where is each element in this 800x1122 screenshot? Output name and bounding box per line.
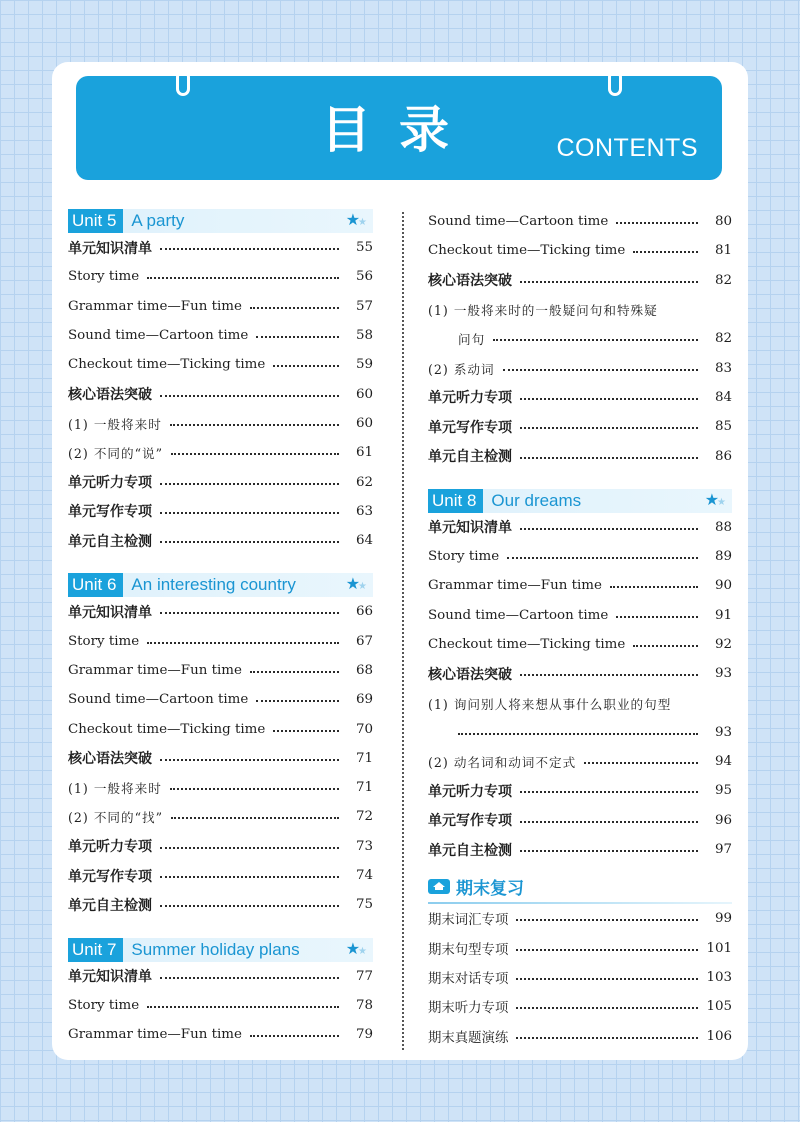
toc-entry-title: 核心语法突破 (68, 387, 152, 404)
toc-entry[interactable] (428, 571, 732, 600)
page-number: 83 (714, 360, 732, 376)
dot-leader (171, 452, 339, 455)
dot-leader (520, 280, 698, 283)
toc-entry[interactable] (68, 350, 373, 379)
dot-leader (616, 615, 698, 618)
page-number: 56 (355, 269, 373, 285)
page-number: 101 (706, 940, 732, 956)
page-number: 92 (714, 637, 732, 652)
toc-entry[interactable] (428, 236, 732, 265)
toc-entry-title: 单元听力专项 (428, 390, 512, 407)
toc-entry-title: Sound time—Cartoon time (428, 607, 609, 623)
unit-number: Unit 7 (68, 938, 123, 962)
page-number: 94 (714, 754, 732, 770)
page-subtitle: CONTENTS (556, 134, 698, 162)
toc-entry[interactable] (68, 262, 373, 291)
page-number: 60 (355, 415, 373, 431)
toc-entry[interactable] (428, 806, 732, 835)
toc-entry-title: Checkout time—Ticking time (68, 721, 266, 737)
toc-column-left (68, 207, 373, 1049)
toc-entry[interactable] (428, 963, 732, 992)
toc-entry-title: 单元写作专项 (68, 868, 152, 885)
dot-leader (160, 846, 339, 849)
section-gap (68, 920, 373, 936)
dot-leader (160, 247, 339, 250)
toc-entry-title: Story time (68, 269, 140, 285)
toc-entry-title: 核心语法突破 (68, 751, 152, 768)
page-number: 73 (355, 838, 373, 854)
toc-entry[interactable] (428, 934, 732, 963)
dot-leader (160, 611, 339, 614)
page-number: 57 (355, 298, 373, 314)
page-number: 85 (714, 419, 732, 435)
dot-leader (516, 948, 698, 951)
star-icon: ★★ (345, 210, 367, 229)
dot-leader (250, 306, 339, 309)
toc-entry-title: Grammar time—Fun time (68, 1027, 242, 1043)
toc-entry[interactable] (68, 744, 373, 773)
page-number: 105 (706, 999, 732, 1015)
toc-entry-title: Checkout time—Ticking time (428, 637, 626, 652)
toc-entry-title: Story time (68, 633, 140, 649)
toc-entry[interactable] (68, 409, 373, 438)
toc-entry-title: 期末对话专项 (428, 971, 509, 987)
dot-leader (633, 644, 698, 647)
toc-entry[interactable] (428, 659, 732, 688)
unit-title: Our dreams (491, 490, 582, 510)
toc-entry[interactable] (68, 1020, 373, 1049)
page-number: 72 (355, 809, 373, 825)
toc-entry-title: 核心语法突破 (428, 273, 512, 290)
dot-leader (516, 1036, 698, 1039)
page-number: 84 (714, 389, 732, 405)
unit-number: Unit 8 (428, 489, 483, 513)
dot-leader (160, 758, 339, 761)
unit-number: Unit 6 (68, 573, 123, 597)
unit-heading[interactable] (68, 209, 373, 233)
dot-leader (160, 875, 339, 878)
page-number: 68 (355, 663, 373, 678)
dot-leader (516, 918, 698, 921)
page-number: 81 (714, 243, 732, 259)
dot-leader (516, 1006, 698, 1009)
toc-entry-title: Sound time—Cartoon time (68, 328, 249, 344)
toc-entry[interactable] (428, 992, 732, 1021)
contents-header (76, 76, 722, 180)
dot-leader (520, 527, 698, 530)
dot-leader (516, 977, 698, 980)
toc-entry-title: 单元自主检测 (428, 449, 512, 466)
dot-leader (520, 820, 698, 823)
toc-entry[interactable] (428, 207, 732, 236)
page-number: 63 (355, 503, 373, 519)
toc-entry[interactable] (428, 324, 732, 353)
toc-entry-title: 问句 (458, 332, 486, 348)
page-number: 67 (355, 633, 373, 649)
section-gap (428, 471, 732, 487)
toc-entry-title: 单元自主检测 (68, 533, 152, 550)
dot-leader (160, 394, 339, 397)
dot-leader (147, 276, 339, 279)
dot-leader (147, 1005, 339, 1008)
toc-entry[interactable] (68, 962, 373, 991)
review-heading[interactable] (428, 872, 732, 900)
toc-entry-title: (1) 一般将来时 (68, 416, 162, 432)
toc-entry[interactable] (68, 773, 373, 802)
page-number: 70 (355, 721, 373, 737)
unit-title: A party (131, 211, 185, 230)
dot-leader (273, 364, 339, 367)
toc-entry[interactable] (428, 1021, 732, 1050)
dot-leader (147, 641, 339, 644)
toc-entry-title: 单元写作专项 (428, 419, 512, 436)
dot-leader (507, 556, 698, 559)
contents-page (52, 62, 748, 1060)
page-number: 99 (714, 911, 732, 927)
graduation-cap-icon (428, 879, 450, 894)
toc-entry[interactable] (68, 597, 373, 626)
toc-entry[interactable] (68, 526, 373, 555)
toc-entry-title: Grammar time—Fun time (68, 663, 242, 678)
dot-leader (160, 976, 339, 979)
dot-leader (171, 816, 339, 819)
page-number: 75 (355, 897, 373, 913)
page-number: 93 (714, 724, 732, 740)
toc-entry[interactable] (68, 685, 373, 714)
dot-leader (610, 585, 698, 588)
star-icon: ★★ (345, 938, 367, 958)
toc-entry[interactable] (68, 714, 373, 743)
toc-entry-title: 期末真题演练 (428, 1030, 509, 1046)
toc-entry-title: Story time (68, 997, 140, 1013)
toc-entry-title: (1) 一般将来时的一般疑问句和特殊疑 (428, 303, 658, 319)
toc-entry[interactable] (68, 233, 373, 262)
page-number: 74 (355, 868, 373, 884)
toc-entry[interactable] (428, 353, 732, 382)
dot-leader (520, 397, 698, 400)
toc-entry[interactable] (68, 802, 373, 831)
page-number: 58 (355, 328, 373, 344)
dot-leader (520, 849, 698, 852)
section-gap (68, 555, 373, 571)
toc-entry-title: Sound time—Cartoon time (68, 692, 249, 708)
dot-leader (170, 787, 339, 790)
page-number: 77 (355, 968, 373, 984)
toc-entry[interactable] (68, 627, 373, 656)
toc-entry-title: 单元写作专项 (68, 504, 152, 521)
toc-entry[interactable] (428, 718, 732, 747)
page-number: 62 (355, 474, 373, 490)
page-number: 93 (714, 666, 732, 682)
toc-entry-title: (2) 动名词和动词不定式 (428, 755, 577, 771)
toc-entry-title: 单元知识清单 (68, 969, 152, 986)
dot-leader (160, 511, 339, 514)
unit-title: An interesting country (131, 575, 296, 595)
toc-entry[interactable] (428, 383, 732, 412)
toc-entry[interactable] (428, 630, 732, 659)
page-number: 64 (355, 533, 373, 549)
toc-entry[interactable] (428, 266, 732, 295)
page-number: 82 (714, 272, 732, 288)
page-number: 71 (355, 750, 373, 766)
page-number: 66 (355, 604, 373, 620)
toc-entry[interactable] (428, 513, 732, 542)
toc-entry[interactable] (68, 379, 373, 408)
dot-leader (160, 482, 339, 485)
page-number: 61 (355, 445, 373, 461)
toc-entry-title: Story time (428, 549, 500, 565)
toc-entry[interactable] (428, 441, 732, 470)
toc-entry[interactable] (68, 890, 373, 919)
dot-leader (520, 790, 698, 793)
toc-entry-title: 单元自主检测 (428, 842, 512, 859)
toc-entry[interactable] (68, 292, 373, 321)
toc-entry-title: 期末句型专项 (428, 942, 509, 958)
toc-entry-title: Checkout time—Ticking time (428, 243, 626, 259)
page-number: 60 (355, 386, 373, 402)
page-number: 69 (355, 692, 373, 708)
toc-entry[interactable] (428, 688, 732, 717)
dot-leader (520, 426, 698, 429)
toc-entry-title: Checkout time—Ticking time (68, 357, 266, 373)
toc-entry[interactable] (428, 904, 732, 933)
toc-column-right (428, 207, 732, 1051)
unit-heading[interactable] (428, 489, 732, 513)
toc-entry-title: 单元听力专项 (428, 783, 512, 800)
page-number: 80 (714, 214, 732, 230)
page-number: 86 (714, 448, 732, 464)
page-number: 82 (714, 331, 732, 347)
dot-leader (520, 673, 698, 676)
page-number: 88 (714, 519, 732, 535)
page-number: 79 (355, 1027, 373, 1043)
page-title: 目录 (321, 101, 477, 159)
dot-leader (250, 1034, 339, 1037)
dot-leader (616, 221, 698, 224)
toc-entry-title: Grammar time—Fun time (428, 578, 602, 594)
toc-entry[interactable] (68, 497, 373, 526)
toc-entry-title: 单元知识清单 (428, 520, 512, 537)
toc-entry-title: (1) 一般将来时 (68, 781, 162, 797)
dot-leader (160, 904, 339, 907)
toc-entry-title: (2) 不同的“找” (68, 810, 164, 826)
dot-leader (503, 368, 698, 371)
dot-leader (493, 338, 698, 341)
toc-entry[interactable] (68, 832, 373, 861)
page-number: 89 (714, 549, 732, 565)
review-title: 期末复习 (456, 878, 524, 899)
toc-entry-title: 期末词汇专项 (428, 913, 509, 929)
toc-entry[interactable] (428, 835, 732, 864)
page-number: 96 (714, 812, 732, 828)
unit-heading[interactable] (68, 573, 373, 597)
dot-leader (520, 456, 698, 459)
toc-entry-title: (2) 系动词 (428, 361, 495, 377)
toc-entry-title: (2) 不同的“说” (68, 446, 164, 462)
toc-entry[interactable] (428, 542, 732, 571)
toc-entry-title: Sound time—Cartoon time (428, 214, 609, 230)
dot-leader (458, 732, 698, 735)
star-icon: ★★ (345, 574, 367, 594)
page-number: 55 (355, 240, 373, 256)
toc-entry-title: 单元知识清单 (68, 240, 152, 257)
page-number: 90 (714, 578, 732, 594)
toc-entry-title: (1) 询问别人将来想从事什么职业的句型 (428, 696, 672, 712)
unit-number: Unit 5 (68, 209, 123, 233)
toc-entry[interactable] (68, 321, 373, 350)
toc-entry-title: 单元自主检测 (68, 897, 152, 914)
page-number: 91 (714, 607, 732, 623)
toc-entry[interactable] (68, 467, 373, 496)
column-divider (402, 212, 404, 1050)
dot-leader (256, 699, 339, 702)
page-number: 59 (355, 357, 373, 373)
toc-entry-title: 期末听力专项 (428, 1001, 509, 1017)
toc-entry-title: 单元听力专项 (68, 475, 152, 492)
dot-leader (584, 761, 698, 764)
unit-heading[interactable] (68, 938, 373, 962)
toc-entry[interactable] (68, 991, 373, 1020)
toc-entry-title: 单元写作专项 (428, 813, 512, 830)
toc-entry[interactable] (68, 438, 373, 467)
page-number: 97 (714, 842, 732, 858)
dot-leader (633, 250, 698, 253)
dot-leader (250, 670, 339, 673)
toc-entry[interactable] (428, 776, 732, 805)
unit-title: Summer holiday plans (131, 939, 300, 959)
toc-entry-title: Grammar time—Fun time (68, 298, 242, 314)
page-number: 106 (706, 1028, 732, 1044)
toc-entry[interactable] (68, 656, 373, 685)
page-number: 78 (355, 997, 373, 1013)
dot-leader (273, 729, 339, 732)
star-icon: ★★ (704, 489, 726, 509)
page-number: 95 (714, 783, 732, 799)
toc-entry-title: 单元知识清单 (68, 604, 152, 621)
dot-leader (160, 540, 339, 543)
toc-entry[interactable] (428, 747, 732, 776)
toc-entry-title: 单元听力专项 (68, 839, 152, 856)
toc-entry[interactable] (428, 412, 732, 441)
toc-entry-title: 核心语法突破 (428, 666, 512, 683)
page-number: 103 (706, 969, 732, 985)
toc-entry[interactable] (428, 601, 732, 630)
dot-leader (170, 423, 339, 426)
toc-entry[interactable] (428, 295, 732, 324)
page-number: 71 (355, 780, 373, 796)
toc-entry[interactable] (68, 861, 373, 890)
dot-leader (256, 335, 339, 338)
